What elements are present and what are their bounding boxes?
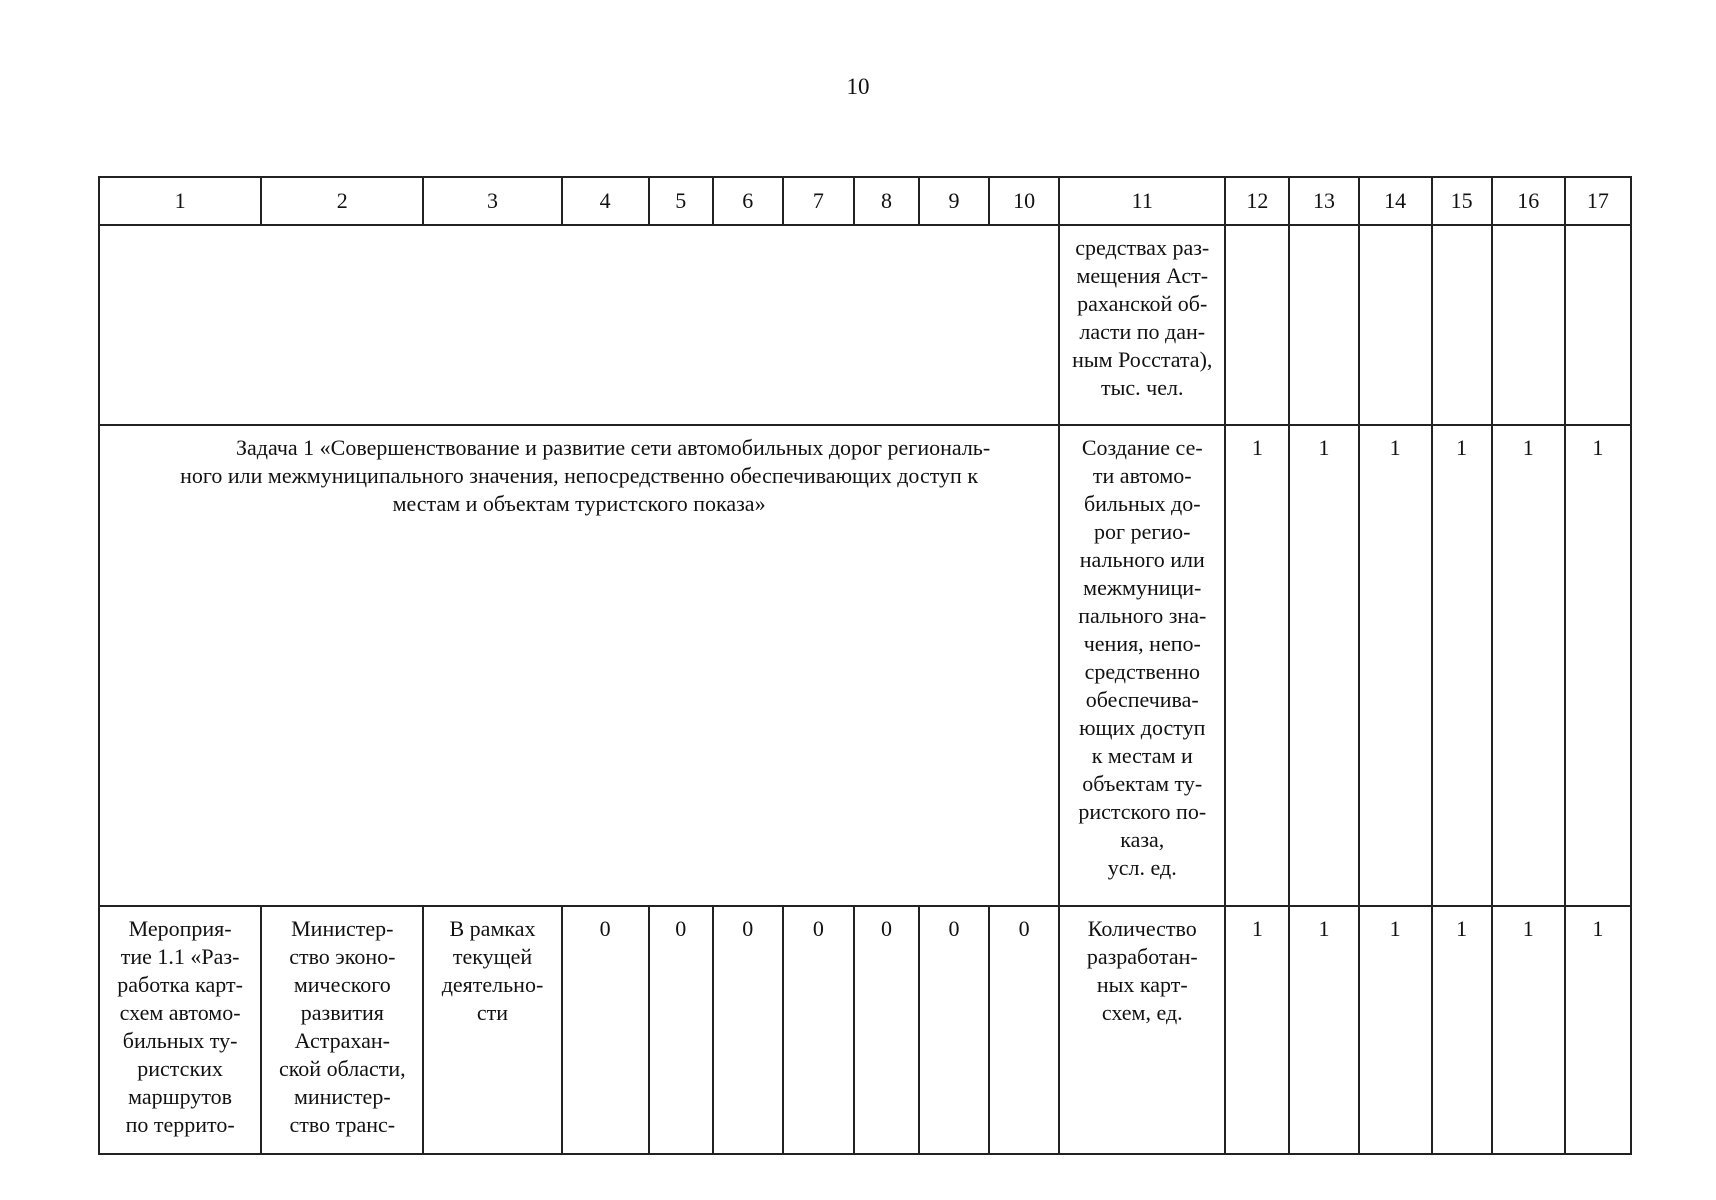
indicator-cell: [1059, 425, 1225, 906]
column-header: 4: [562, 177, 649, 225]
task-title-line: местам и объектам туристского показа»: [392, 491, 766, 516]
column-header: 15: [1432, 177, 1492, 225]
executor-name: Министер- ство эконо- мического развития Астрахан- ской области, министер- ство транс-: [278, 916, 406, 1137]
value-cell: 1: [1432, 906, 1492, 1154]
value-cell: [1359, 225, 1432, 425]
column-header: 1: [99, 177, 261, 225]
value-cell: 1: [1225, 425, 1289, 906]
value-cell: 1: [1432, 425, 1492, 906]
executor-cell: [261, 906, 423, 1154]
column-header: 12: [1225, 177, 1289, 225]
value-cell: 1: [1289, 425, 1358, 906]
column-header: 17: [1565, 177, 1631, 225]
column-header: 16: [1492, 177, 1565, 225]
table-row: [99, 906, 1631, 1154]
task-title-line: ного или межмуниципального значения, непосредственно обеспечивающих доступ к: [180, 463, 979, 488]
funding-value-cell: 0: [649, 906, 713, 1154]
funding-value-cell: 0: [919, 906, 989, 1154]
value-cell: 1: [1359, 425, 1432, 906]
program-table: [98, 176, 1632, 1155]
column-header: 7: [783, 177, 854, 225]
funding-source: В рамках текущей деятельно- сти: [441, 916, 544, 1025]
measure-name: Мероприя- тие 1.1 «Раз- работка карт- схем автомо- бильных ту- ристских маршрутов по террито-: [117, 916, 243, 1137]
indicator-text: Количество разработан- ных карт- схем, ед.: [1086, 916, 1198, 1025]
value-cell: 1: [1359, 906, 1432, 1154]
column-header: 6: [713, 177, 783, 225]
column-header: 14: [1359, 177, 1432, 225]
indicator-text: средствах раз- мещения Аст- раханской об- ласти по дан- ным Росстата), тыс. чел.: [1072, 235, 1213, 400]
task-title-line: Задача 1 «Совершенствование и развитие сети автомобильных дорог региональ-: [235, 435, 991, 460]
funding-value-cell: 0: [854, 906, 919, 1154]
page-number: 10: [846, 74, 870, 99]
column-header: 11: [1059, 177, 1225, 225]
value-cell: [1432, 225, 1492, 425]
indicator-text: Создание се- ти автомо- бильных до- рог регио- нального или межмуници- пального зна- чения, непо- средственно обеспечива- ющих доступ к местам и объектам ту- ристского по- каза, усл. ед.: [1078, 435, 1207, 880]
column-header: 8: [854, 177, 919, 225]
indicator-cell: [1059, 906, 1225, 1154]
column-header: 10: [989, 177, 1059, 225]
funding-value-cell: 0: [989, 906, 1059, 1154]
measure-name-cell: [99, 906, 261, 1154]
funding-value-cell: 0: [562, 906, 649, 1154]
task-title: [114, 434, 1044, 518]
column-header: 9: [919, 177, 989, 225]
column-header: 3: [423, 177, 561, 225]
table-row: [99, 225, 1631, 425]
value-cell: [1492, 225, 1565, 425]
column-header: 13: [1289, 177, 1358, 225]
funding-source-cell: [423, 906, 561, 1154]
value-cell: [1289, 225, 1358, 425]
value-cell: 1: [1565, 425, 1631, 906]
column-header: 2: [261, 177, 423, 225]
value-cell: 1: [1289, 906, 1358, 1154]
value-cell: 1: [1492, 425, 1565, 906]
table-header-row: [99, 177, 1631, 225]
value-cell: 1: [1565, 906, 1631, 1154]
indicator-cell: [1059, 225, 1225, 425]
empty-merged-cell: [99, 225, 1059, 425]
value-cell: [1565, 225, 1631, 425]
table-row: [99, 425, 1631, 906]
task-cell: [99, 425, 1059, 906]
funding-value-cell: 0: [713, 906, 783, 1154]
funding-value-cell: 0: [783, 906, 854, 1154]
value-cell: 1: [1225, 906, 1289, 1154]
column-header: 5: [649, 177, 713, 225]
value-cell: 1: [1492, 906, 1565, 1154]
value-cell: [1225, 225, 1289, 425]
